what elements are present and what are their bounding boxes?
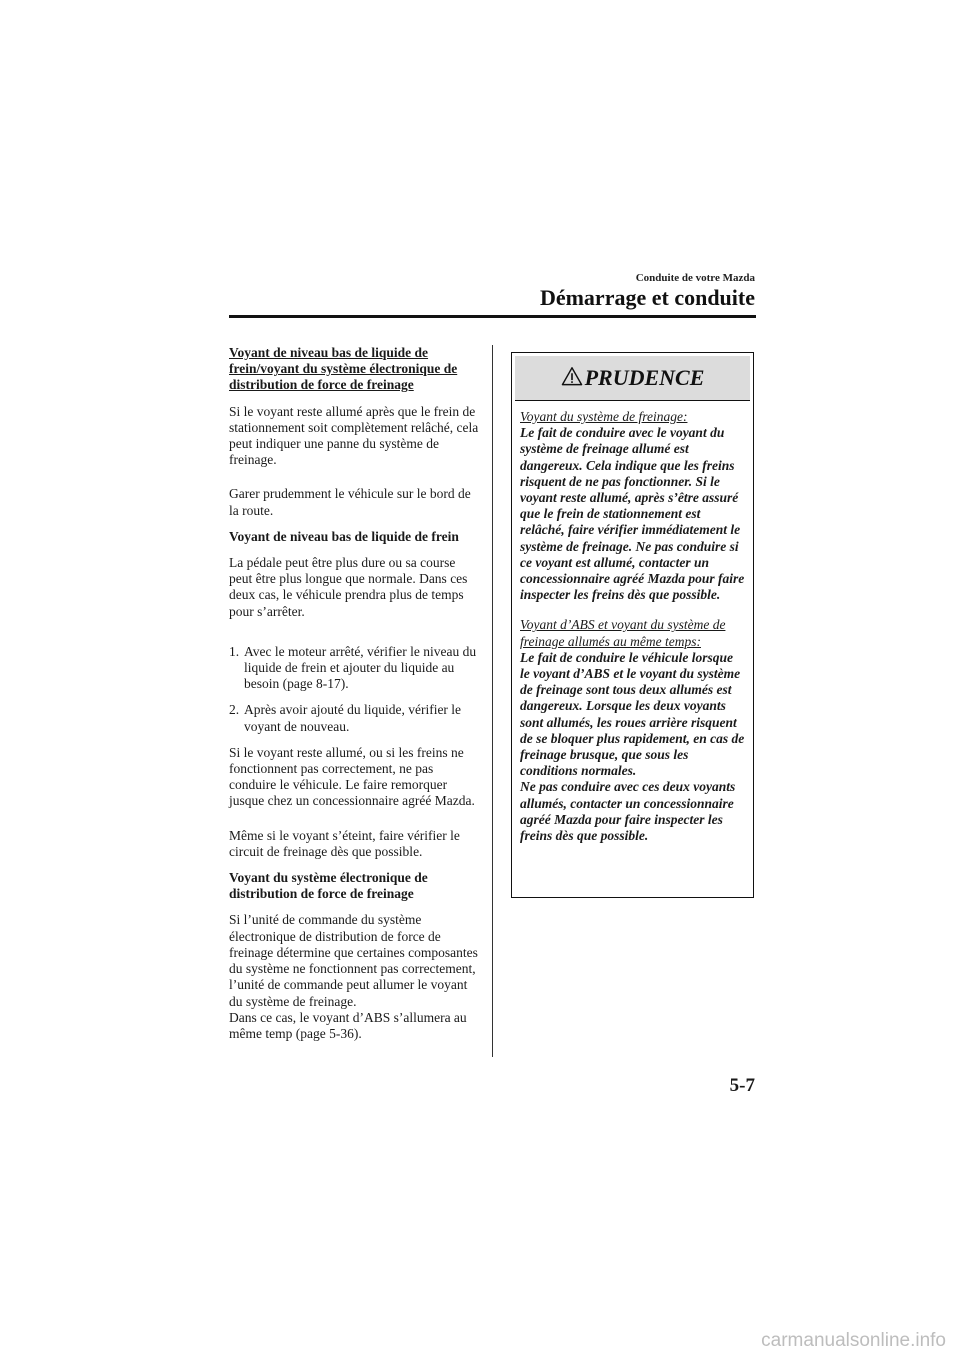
header-section-label: Conduite de votre Mazda xyxy=(635,272,755,284)
column-divider xyxy=(492,345,493,1057)
spacer xyxy=(229,630,479,644)
caution-text-contact: Ne pas conduire avec ces deux voyants allumés, contacter un concessionnaire agréé Mazda pour faire inspecter les freins dès que possible. xyxy=(520,779,736,844)
paragraph-pedal: La pédale peut être plus dure ou sa course peut être plus longue que normale. Dans ces deux cas, le véhicule prendra plus de temps pour s’arrêter. xyxy=(229,555,468,619)
caution-box xyxy=(511,352,754,898)
header-rule xyxy=(229,315,756,318)
left-column xyxy=(229,345,479,1052)
subheading-low-fluid: Voyant de niveau bas de liquide de frein xyxy=(229,528,459,544)
caution-text-brake: Le fait de conduire avec le voyant du système de freinage allumé est dangereux. Cela indique que les freins risquent de ne pas fonctionner. Si le voyant reste allumé, après s’être assuré que le frein de stationnement est relâché, faire vérifier immédiatement le système de freinage. Ne pas conduire si ce voyant est allumé, contacter un concessionnaire agréé Mazda pour faire inspecter les freins dès que possible. xyxy=(520,425,745,603)
section-heading-brake-warning: Voyant de niveau bas de liquide de frein/voyant du système électronique de distribution de force de freinage xyxy=(229,345,458,393)
paragraph-ebd-unit: Si l’unité de commande du système électronique de distribution de force de freinage détermine que certaines composantes du système ne fonctionnent pas correctement, l’unité de commande peut allumer le voyant du système de freinage. xyxy=(229,912,478,1009)
caution-subheading-brake: Voyant du système de freinage: xyxy=(520,409,688,424)
paragraph-parking-brake: Si le voyant reste allumé après que le frein de stationnement soit complètement relâché, cela peut indiquer une panne du système de freinage. xyxy=(229,403,479,468)
page-number: 5-7 xyxy=(729,1075,755,1096)
list-number: 2. xyxy=(229,702,240,718)
caution-body xyxy=(512,401,753,844)
paragraph-park-safely: Garer prudemment le véhicule sur le bord de la route. xyxy=(229,486,471,518)
caution-text-abs: Le fait de conduire le véhicule lorsque le voyant d’ABS et le voyant du système de freinage sont tous deux allumés est dangereux. Lorsque les deux voyants sont allumés, les roues arrière risquent de se bloquer plus rapidement, en cas de freinage brusque, que sous les conditions normales. xyxy=(520,649,745,779)
caution-title: PRUDENCE xyxy=(584,365,705,390)
subheading-ebd: Voyant du système électronique de distribution de force de freinage xyxy=(229,870,428,902)
paragraph-check-circuit: Même si le voyant s’éteint, faire vérifier le circuit de freinage dès que possible. xyxy=(229,827,460,859)
paragraph-abs-light: Dans ce cas, le voyant d’ABS s’allumera au même temp (page 5-36). xyxy=(229,1009,467,1041)
warning-triangle-icon xyxy=(561,366,583,386)
list-item xyxy=(229,702,479,734)
caution-header xyxy=(515,356,750,401)
list-item xyxy=(229,644,479,693)
spacer xyxy=(520,603,745,617)
footer-watermark: carmanualsonline.info xyxy=(761,1330,946,1351)
list-text: Avec le moteur arrêté, vérifier le niveau du liquide de frein et ajouter du liquide au besoin (page 8-17). xyxy=(244,643,477,692)
list-text: Après avoir ajouté du liquide, vérifier le voyant de nouveau. xyxy=(244,702,462,734)
caution-subheading-abs: Voyant d’ABS et voyant du système de freinage allumés au même temps: xyxy=(520,617,726,649)
paragraph-do-not-drive: Si le voyant reste allumé, ou si les freins ne fonctionnent pas correctement, ne pas conduire le véhicule. Le faire remorquer jusque chez un concessionnaire agréé Mazda. xyxy=(229,744,475,809)
header-chapter-title: Démarrage et conduite xyxy=(539,285,755,310)
list-number: 1. xyxy=(229,643,240,659)
